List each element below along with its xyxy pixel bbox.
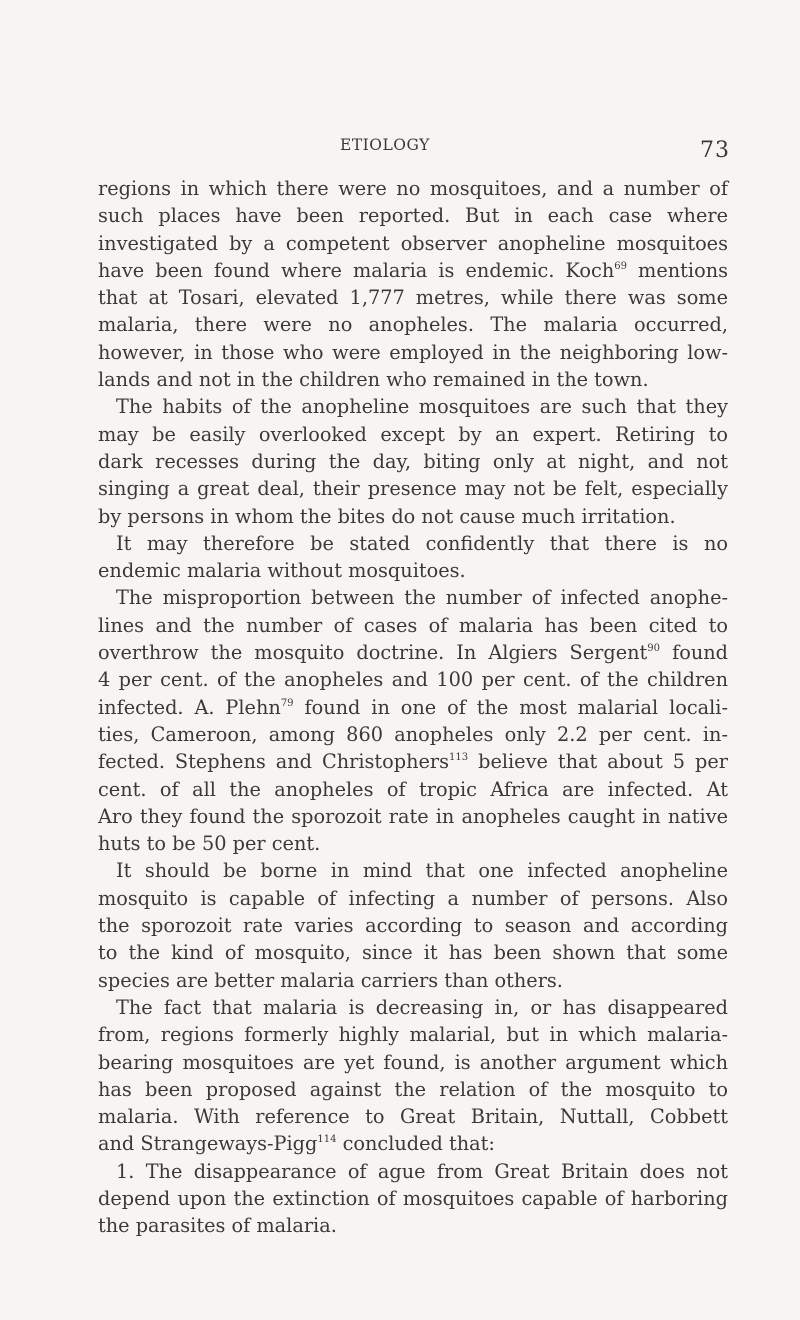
text-line: the sporozoit rate varies according to season and according bbox=[98, 914, 728, 938]
text-line: malaria. With reference to Great Britain, Nuttall, Cobbett bbox=[98, 1105, 728, 1129]
text-line: to the kind of mosquito, since it has been shown that some bbox=[98, 941, 728, 965]
text-line: malaria, there were no anopheles. The malaria occurred, bbox=[98, 313, 728, 337]
text-line: regions in which there were no mosquitoes, and a number of bbox=[98, 177, 728, 200]
text-line: It may therefore be stated confidently that there is no bbox=[116, 531, 728, 555]
text-line: depend upon the extinction of mosquitoes capable of harboring bbox=[98, 1186, 728, 1210]
text-line: ties, Cameroon, among 860 anopheles only 2.2 per cent. in- bbox=[98, 722, 728, 746]
text-line: has been proposed against the relation of the mosquito to bbox=[98, 1077, 728, 1101]
text-line: The fact that malaria is decreasing in, or has disappeared bbox=[116, 995, 728, 1019]
text-line: fected. Stephens and Christophers$^{113}$ believe that about 5 per bbox=[98, 750, 728, 774]
text-line: the parasites of malaria. bbox=[98, 1214, 337, 1238]
text-line: cent. of all the anopheles of tropic Africa are infected. At bbox=[98, 777, 728, 801]
footnote-reference: 69 bbox=[614, 260, 627, 272]
text-line: investigated by a competent observer anopheline mosquitoes bbox=[98, 231, 728, 255]
text-line: dark recesses during the day, biting only at night, and not bbox=[98, 449, 728, 473]
text-line: bearing mosquitoes are yet found, is another argument which bbox=[98, 1050, 728, 1074]
text-line: that at Tosari, elevated 1,777 metres, while there was some bbox=[98, 286, 728, 310]
text-line: lines and the number of cases of malaria has been cited to bbox=[98, 613, 728, 637]
running-title: ETIOLOGY bbox=[340, 136, 430, 154]
footnote-reference: 113 bbox=[449, 752, 469, 764]
text-line: have been found where malaria is endemic. Koch$^{69}$ mentions bbox=[98, 258, 729, 282]
text-line: overthrow the mosquito doctrine. In Algiers Sergent$^{90}$ found bbox=[98, 641, 728, 665]
footnote-reference: 90 bbox=[647, 643, 661, 655]
text-line: 4 per cent. of the anopheles and 100 per cent. of the children bbox=[98, 668, 728, 692]
text-line: by persons in whom the bites do not cause much irritation. bbox=[98, 504, 676, 528]
text-line: endemic malaria without mosquitoes. bbox=[98, 559, 466, 583]
text-line: however, in those who were employed in the neighboring low- bbox=[98, 340, 728, 364]
text-line: mosquito is capable of infecting a number of persons. Also bbox=[98, 886, 728, 910]
footnote-reference: 114 bbox=[317, 1134, 337, 1146]
text-line: lands and not in the children who remained in the town. bbox=[98, 368, 649, 392]
page-number: 73 bbox=[700, 138, 730, 163]
text-line: Aro they found the sporozoit rate in anopheles caught in native bbox=[98, 804, 728, 828]
text-line: The misproportion between the number of infected anophe- bbox=[116, 586, 728, 610]
text-line: The habits of the anopheline mosquitoes are such that they bbox=[116, 395, 728, 419]
text-line: such places have been reported. But in each case where bbox=[98, 204, 728, 228]
text-line: may be easily overlooked except by an expert. Retiring to bbox=[98, 422, 728, 446]
text-line: from, regions formerly highly malarial, but in which malaria- bbox=[98, 1023, 728, 1047]
text-line: 1. The disappearance of ague from Great Britain does not bbox=[116, 1159, 728, 1183]
text-line: singing a great deal, their presence may not be felt, especially bbox=[98, 477, 728, 501]
text-line: and Strangeways-Pigg$^{114}$ concluded that: bbox=[98, 1132, 495, 1156]
footnote-reference: 79 bbox=[280, 697, 294, 709]
text-line: It should be borne in mind that one infected anopheline bbox=[116, 859, 728, 883]
body-text bbox=[98, 175, 728, 1240]
text-line: infected. A. Plehn$^{79}$ found in one of the most malarial locali- bbox=[98, 695, 728, 719]
text-line: species are better malaria carriers than others. bbox=[98, 968, 563, 992]
running-header bbox=[0, 136, 800, 170]
text-line: huts to be 50 per cent. bbox=[98, 832, 321, 856]
